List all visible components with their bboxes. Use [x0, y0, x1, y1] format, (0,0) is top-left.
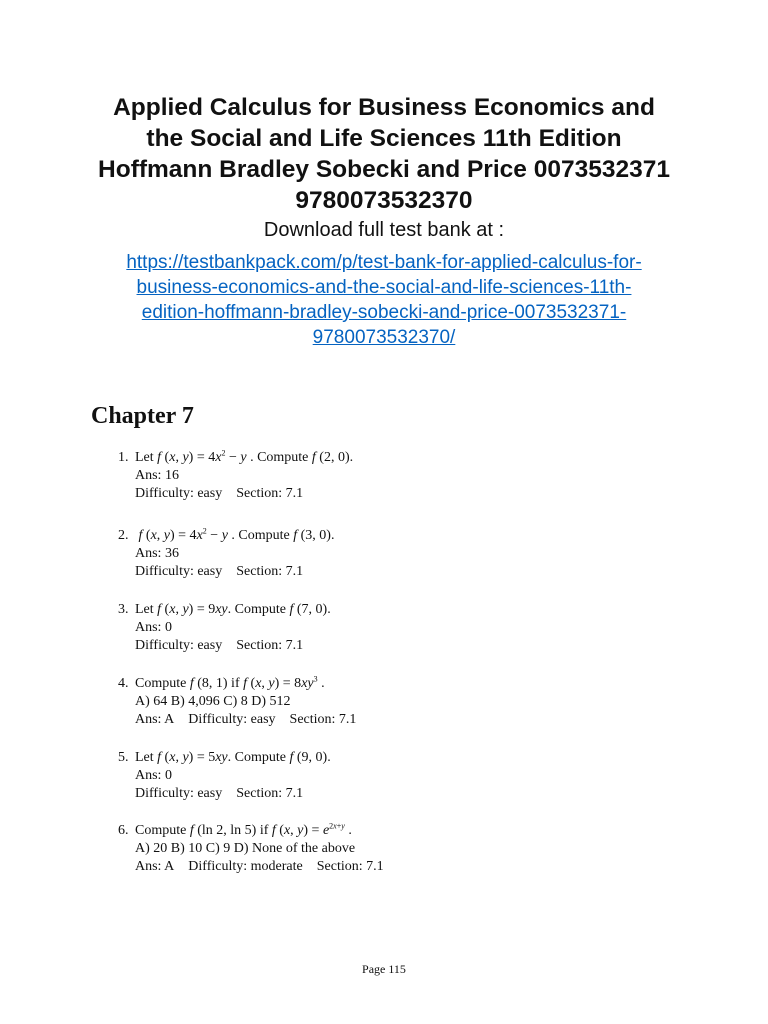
- section-label: Section: 7.1: [289, 712, 357, 727]
- question-number: 4.: [118, 676, 129, 691]
- title-line: 9780073532370: [295, 187, 473, 214]
- question-number: 2.: [118, 528, 129, 543]
- question-number: 6.: [118, 823, 129, 838]
- link-line[interactable]: business-economics-and-the-social-and-life-sciences-11th-: [136, 277, 632, 298]
- title-line: Hoffmann Bradley Sobecki and Price 0073532371: [98, 156, 670, 183]
- question-item: [118, 601, 331, 655]
- question-stem: 4. Compute f (8, 1) if f (x, $y) = 8xy^3$ .: [118, 674, 325, 691]
- answer-line: Ans: 0: [135, 620, 172, 635]
- answer-choices: A) 64 B) 4,096 C) 8 D) 512: [135, 694, 291, 709]
- difficulty-label: Difficulty: easy: [188, 712, 276, 727]
- answer-line: Ans: 0: [135, 768, 172, 783]
- download-text: Download full test bank at :: [263, 219, 505, 241]
- question-number: 1.: [118, 450, 129, 465]
- question-item: [118, 749, 331, 803]
- question-item: [118, 822, 384, 876]
- link-line[interactable]: 9780073532370/: [312, 327, 456, 348]
- meta-line: [118, 785, 331, 803]
- question-stem: 5. Let f (x, y) = 5xy. Compute f (9, 0).: [118, 750, 331, 765]
- difficulty-label: Difficulty: easy: [135, 786, 223, 801]
- section-label: Section: 7.1: [236, 486, 304, 501]
- question-prefix: Let: [135, 602, 154, 617]
- title-line: Applied Calculus for Business Economics and: [113, 94, 655, 121]
- question-prefix: Let: [135, 450, 154, 465]
- question-stem: 1. Let f (x, $y) = 4x^2 - y$ . Compute f (2, 0).: [118, 448, 354, 465]
- section-label: Section: 7.1: [236, 786, 304, 801]
- document-title: [40, 92, 728, 216]
- question-item: [118, 675, 356, 729]
- answer-choices: A) 20 B) 10 C) 9 D) None of the above: [135, 841, 356, 856]
- question-item: [118, 527, 334, 581]
- answer-line: Ans: 36: [135, 546, 179, 561]
- meta-line: [118, 485, 353, 503]
- section-label: Section: 7.1: [236, 638, 304, 653]
- answer-label: Ans: A: [135, 712, 175, 727]
- question-stem: 6. Compute f (ln 2, ln 5) if f (x, $y) = e^{2x+y}$ .: [118, 821, 352, 838]
- difficulty-label: Difficulty: easy: [135, 564, 223, 579]
- meta-line: [118, 637, 331, 655]
- chapter-heading: Chapter 7: [91, 403, 194, 429]
- answer-line: Ans: 16: [135, 468, 179, 483]
- meta-line: [118, 563, 334, 581]
- test-bank-link[interactable]: [40, 250, 728, 350]
- link-line[interactable]: https://testbankpack.com/p/test-bank-for-applied-calculus-for-: [126, 252, 642, 273]
- question-stem: 3. Let f (x, y) = 9xy. Compute f (7, 0).: [118, 602, 331, 617]
- difficulty-label: Difficulty: easy: [135, 638, 223, 653]
- meta-line: [118, 711, 356, 729]
- question-item: [118, 449, 353, 503]
- answer-label: Ans: A: [135, 859, 175, 874]
- section-label: Section: 7.1: [316, 859, 384, 874]
- question-number: 5.: [118, 750, 129, 765]
- meta-line: [118, 858, 384, 876]
- difficulty-label: Difficulty: moderate: [188, 859, 303, 874]
- question-prefix: Let: [135, 750, 154, 765]
- question-prefix: Compute: [135, 676, 187, 691]
- question-number: 3.: [118, 602, 129, 617]
- question-stem: 2. f (x, $y) = 4x^2 - y$ . Compute f (3, 0).: [118, 526, 335, 543]
- question-prefix: Compute: [135, 823, 187, 838]
- page-number: Page 115: [362, 962, 406, 976]
- link-line[interactable]: edition-hoffmann-bradley-sobecki-and-price-0073532371-: [141, 302, 627, 323]
- section-label: Section: 7.1: [236, 564, 304, 579]
- difficulty-label: Difficulty: easy: [135, 486, 223, 501]
- title-line: the Social and Life Sciences 11th Edition: [146, 125, 622, 152]
